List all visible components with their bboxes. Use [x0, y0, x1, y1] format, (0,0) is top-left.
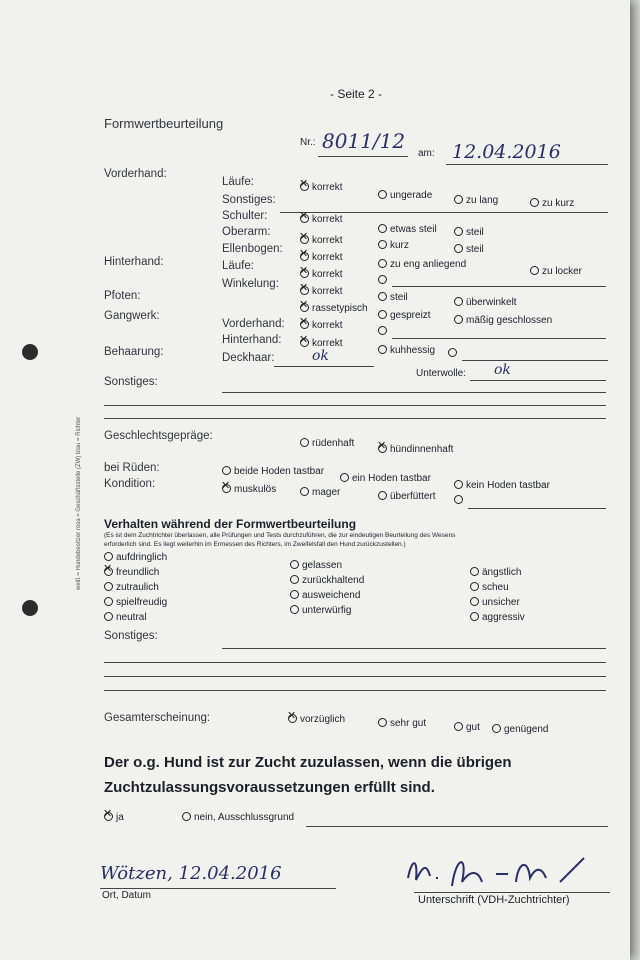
- verhalten-aggressiv[interactable]: aggressiv: [470, 612, 525, 624]
- verhalten-scheu[interactable]: scheu: [470, 582, 509, 594]
- verhalten-freundlich[interactable]: ✕freundlich: [104, 567, 159, 579]
- statement-line-1: Der o.g. Hund ist zur Zucht zuzulassen, wenn die übrigen: [104, 754, 512, 771]
- zulassung-ja[interactable]: ✕ja: [104, 812, 124, 824]
- laeufe-zu-lang[interactable]: zu lang: [454, 195, 498, 207]
- winkelung-steil[interactable]: steil: [378, 292, 408, 304]
- kondition-mager[interactable]: mager: [300, 487, 340, 499]
- winkelung-label: Winkelung:: [222, 278, 279, 290]
- form-title: Formwertbeurteilung: [104, 116, 224, 131]
- gesamt-label: Gesamterscheinung:: [104, 712, 211, 724]
- pfoten-gespreizt[interactable]: gespreizt: [378, 310, 431, 322]
- vorderhand-label: Vorderhand:: [104, 168, 167, 180]
- kondition-other[interactable]: [454, 495, 466, 507]
- laeufe-label: Läufe:: [222, 176, 254, 188]
- hinterhand-label: Hinterhand:: [104, 256, 164, 268]
- rueden-ein[interactable]: ein Hoden tastbar: [340, 473, 431, 485]
- copy-distribution-note: weiß = Hundebesitzer rosa = Geschäftsstelle (ZW) blau = Richter: [76, 416, 82, 590]
- pfoten-maessig[interactable]: mäßig geschlossen: [454, 315, 552, 327]
- gesamt-vorzueglich[interactable]: ✕ vorzüglich: [288, 714, 345, 726]
- verhalten-unterwuerfig[interactable]: unterwürfig: [290, 605, 351, 617]
- verhalten-gelassen[interactable]: gelassen: [290, 560, 342, 572]
- statement-line-2: Zuchtzulassungsvoraussetzungen erfüllt sind.: [104, 779, 435, 796]
- sonstiges3-label: Sonstiges:: [104, 630, 158, 642]
- laeufe-zu-kurz[interactable]: zu kurz: [530, 198, 574, 210]
- ellenbogen-korrekt[interactable]: ✕korrekt: [300, 252, 343, 264]
- verhalten-aengstlich[interactable]: ängstlich: [470, 567, 521, 579]
- punch-hole-bottom: [22, 600, 38, 616]
- schulter-steil[interactable]: steil: [454, 227, 484, 239]
- deckhaar-label: Deckhaar:: [222, 352, 275, 364]
- gesamt-sehr-gut[interactable]: sehr gut: [378, 718, 426, 730]
- laeufe-ungerade[interactable]: ungerade: [378, 190, 432, 202]
- rueden-kein[interactable]: kein Hoden tastbar: [454, 480, 550, 492]
- gw-hinterhand-label: Hinterhand:: [222, 334, 282, 346]
- unterwolle-value: ok: [494, 362, 511, 378]
- rueden-label: bei Rüden:: [104, 462, 160, 474]
- geschlecht-ruedenhaft[interactable]: rüdenhaft: [300, 438, 354, 450]
- laeufe2-korrekt[interactable]: ✕korrekt: [300, 269, 343, 281]
- schulter-label: Schulter:: [222, 210, 268, 222]
- gangwerk-label: Gangwerk:: [104, 310, 160, 322]
- deckhaar-value: ok: [312, 348, 329, 364]
- gw-hinterhand-other[interactable]: [448, 348, 460, 360]
- verhalten-note-2: erforderlich sind. Es liegt weiterhin im Ermessen des Richters, im Zweifelsfall den Hund zurückzustellen.): [104, 541, 406, 548]
- laeufe-korrekt[interactable]: ✕ korrekt: [300, 182, 343, 194]
- rueden-beide[interactable]: beide Hoden tastbar: [222, 466, 324, 478]
- judge-signature: [400, 848, 610, 896]
- nr-value: 8011/12: [322, 129, 406, 153]
- gesamt-gut[interactable]: gut: [454, 722, 480, 734]
- page-number: - Seite 2 -: [330, 87, 383, 101]
- oberarm-kurz[interactable]: kurz: [378, 240, 409, 252]
- verhalten-unsicher[interactable]: unsicher: [470, 597, 520, 609]
- oberarm-korrekt[interactable]: ✕korrekt: [300, 235, 343, 247]
- ellenbogen-label: Ellenbogen:: [222, 243, 283, 255]
- winkelung-korrekt[interactable]: ✕korrekt: [300, 286, 343, 298]
- oberarm-steil[interactable]: steil: [454, 244, 484, 256]
- kondition-label: Kondition:: [104, 478, 156, 490]
- verhalten-spielfreudig[interactable]: spielfreudig: [104, 597, 167, 609]
- sonstiges1-label: Sonstiges:: [222, 194, 276, 206]
- verhalten-heading: Verhalten während der Formwertbeurteilung: [104, 517, 357, 531]
- geschlecht-huendinnenhaft[interactable]: ✕hündinnenhaft: [378, 444, 453, 456]
- kondition-ueberfuettert[interactable]: überfüttert: [378, 491, 436, 503]
- gw-hinterhand-kuhhessig[interactable]: kuhhessig: [378, 345, 435, 357]
- sonstiges2-label: Sonstiges:: [104, 376, 158, 388]
- ellenbogen-zu-eng[interactable]: zu eng anliegend: [378, 259, 466, 271]
- geschlecht-label: Geschlechtsgepräge:: [104, 430, 213, 442]
- date-value: 12.04.2016: [452, 141, 561, 163]
- verhalten-note-1: (Es ist dem Zuchtrichter überlassen, alle Prüfungen und Tests durchzuführen, die zur eindeutigen Beurteilung des Wesens: [104, 532, 456, 539]
- verhalten-ausweichend[interactable]: ausweichend: [290, 590, 360, 602]
- gw-hinterhand-korrekt[interactable]: ✕ korrekt: [300, 338, 343, 350]
- laeufe2-other[interactable]: [378, 275, 390, 287]
- verhalten-aufdringlich[interactable]: aufdringlich: [104, 552, 167, 564]
- behaarung-label: Behaarung:: [104, 346, 164, 358]
- laeufe2-label: Läufe:: [222, 260, 254, 272]
- pfoten-rassetypisch[interactable]: ✕rassetypisch: [300, 303, 368, 315]
- gw-vorderhand-korrekt[interactable]: ✕ korrekt: [300, 320, 343, 332]
- ort-datum-label: Ort, Datum: [102, 890, 151, 901]
- oberarm-label: Oberarm:: [222, 226, 271, 238]
- winkelung-ueberwinkelt[interactable]: überwinkelt: [454, 297, 517, 309]
- pfoten-label: Pfoten:: [104, 290, 141, 302]
- date-label: am:: [418, 148, 435, 159]
- zulassung-nein[interactable]: nein, Ausschlussgrund: [182, 812, 294, 824]
- schulter-korrekt[interactable]: ✕ korrekt: [300, 214, 343, 226]
- punch-hole-top: [22, 344, 38, 360]
- gw-vorderhand-other[interactable]: [378, 326, 390, 338]
- ellenbogen-zu-locker[interactable]: zu locker: [530, 266, 582, 278]
- verhalten-zutraulich[interactable]: zutraulich: [104, 582, 159, 594]
- gesamt-genuegend[interactable]: genügend: [492, 724, 549, 736]
- signature-label: Unterschrift (VDH-Zuchtrichter): [418, 894, 570, 906]
- schulter-etwas-steil[interactable]: etwas steil: [378, 224, 437, 236]
- unterwolle-label: Unterwolle:: [416, 368, 467, 379]
- ort-datum-value: Wötzen, 12.04.2016: [100, 863, 282, 884]
- kondition-muskuloes[interactable]: ✕ muskulös: [222, 484, 276, 496]
- verhalten-zurueckhaltend[interactable]: zurückhaltend: [290, 575, 364, 587]
- gw-vorderhand-label: Vorderhand:: [222, 318, 285, 330]
- nr-label: Nr.:: [300, 137, 316, 148]
- verhalten-neutral[interactable]: neutral: [104, 612, 147, 624]
